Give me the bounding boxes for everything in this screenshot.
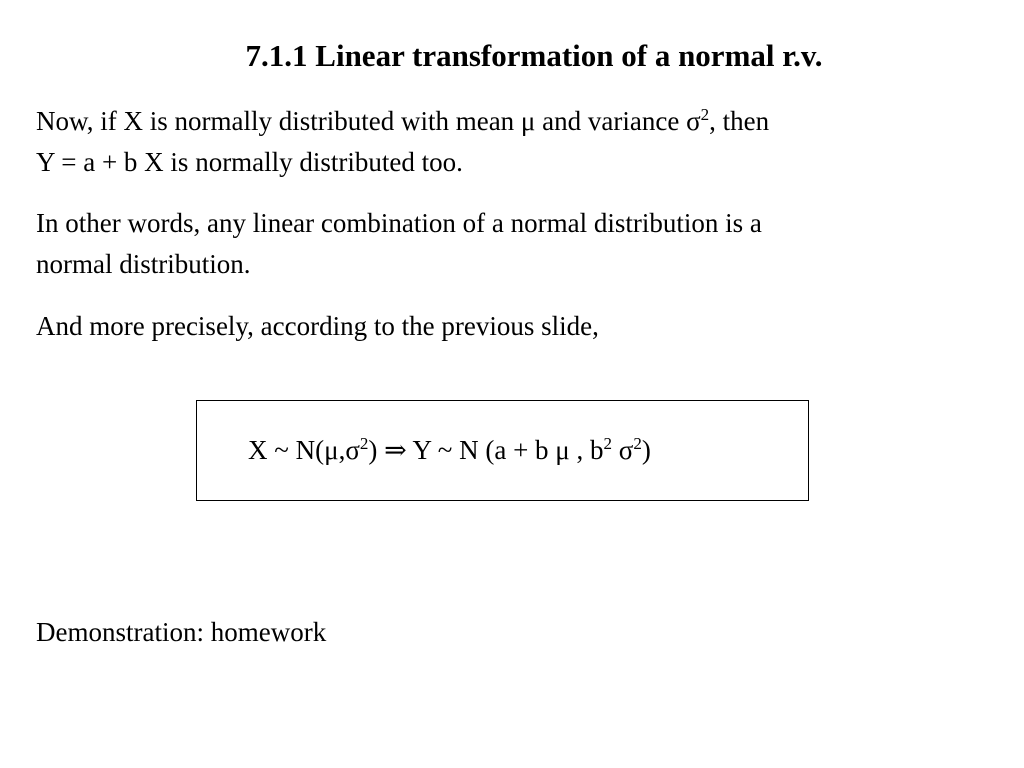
formula-run: ) <box>641 435 651 465</box>
paragraph-linear-combination <box>36 203 996 285</box>
formula <box>248 430 651 470</box>
superscript: 2 <box>633 434 642 453</box>
paragraph-line <box>36 101 996 142</box>
paragraph-more-precisely: And more precisely, according to the previous slide, <box>36 311 599 341</box>
slide-title: 7.1.1 Linear transformation of a normal r.v. <box>245 38 823 73</box>
paragraph-normal-distribution <box>36 101 996 183</box>
text-run: , then <box>709 106 770 136</box>
demonstration-note: Demonstration: homework <box>36 617 327 647</box>
superscript: 2 <box>700 105 710 124</box>
paragraph-line: In other words, any linear combination of a normal distribution is a <box>36 208 762 238</box>
formula-run: σ <box>612 435 634 465</box>
superscript: 2 <box>359 434 369 453</box>
paragraph-line: normal distribution. <box>36 249 251 279</box>
formula-run: ) ⇒ Y ~ N (a + b μ , b <box>368 435 604 465</box>
paragraph-line: Y = a + b X is normally distributed too. <box>36 147 463 177</box>
formula-box <box>196 400 809 501</box>
text-run: Now, if X is normally distributed with mean μ and variance σ <box>36 106 701 136</box>
formula-run: X ~ N(μ,σ <box>248 435 360 465</box>
superscript: 2 <box>603 434 613 453</box>
